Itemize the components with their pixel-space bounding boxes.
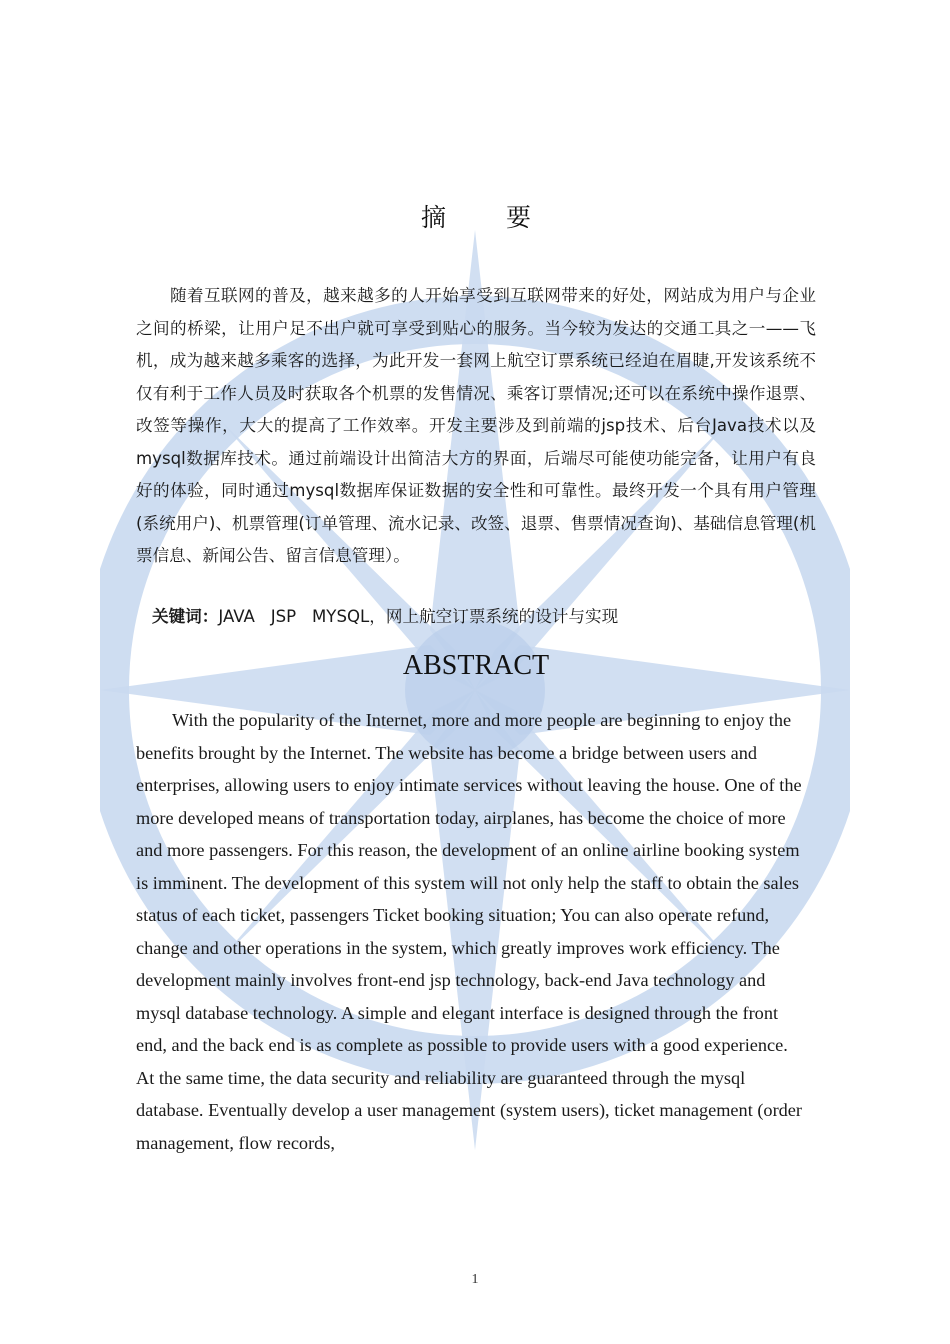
cn-abstract-title: 摘 要 (421, 203, 557, 232)
en-abstract-title: ABSTRACT (402, 650, 550, 681)
page-number: 1 (471, 1272, 479, 1287)
cn-abstract-body: 随着互联网的普及，越来越多的人开始享受到互联网带来的好处，网站成为用户与企业之间的桥梁，让用户足不出户就可享受到贴心的服务。当今较为发达的交通工具之一——飞机，成为越来越多乘客的选择，为此开发一套网上航空订票系统已经迫在眉睫,开发该系统不仅有利于工作人员及时获取各个机票的发售情况、乘客订票情况;还可以在系统中操作退票、改签等操作，大大的提高了工作效率。开发主要涉及到前端的jsp技术、后台Java技术以及mysql数据库技术。通过前端设计出简洁大方的界面，后端尽可能使功能完备，让用户有良好的体验，同时通过mysql数据库保证数据的安全性和可靠性。最终开发一个具有用户管理(系统用户)、机票管理(订单管理、流水记录、改签、退票、售票情况查询)、基础信息管理(机票信息、新闻公告、留言信息管理）。 (136, 286, 816, 565)
keywords-line (152, 601, 816, 633)
keywords-text: JAVA JSP MYSQL，网上航空订票系统的设计与实现 (218, 607, 619, 626)
en-abstract-body: With the popularity of the Internet, more and more people are beginning to enjoy the benefits brought by the Internet. The website has become a bridge between users and enterprises, allowing users to enjoy intimate services without leaving the house. One of the more developed means of transportation today, airplanes, has become the choice of more and more passengers. For this reason, the development of an online airline booking system is imminent. The development of this system will not only help the staff to obtain the sales status of each ticket, passengers Ticket booking situation; You can also operate refund, change and other operations in the system, which greatly improves work efficiency. The development mainly involves front-end jsp technology, back-end Java technology and mysql database technology. A simple and elegant interface is designed through the front end, and the back end is as complete as possible to provide users with a good experience. At the same time, the data security and reliability are guaranteed through the mysql database. Eventually develop a user management (system users), ticket management (order management, flow records, (136, 710, 802, 1153)
keywords-label: 关键词： (152, 607, 219, 626)
